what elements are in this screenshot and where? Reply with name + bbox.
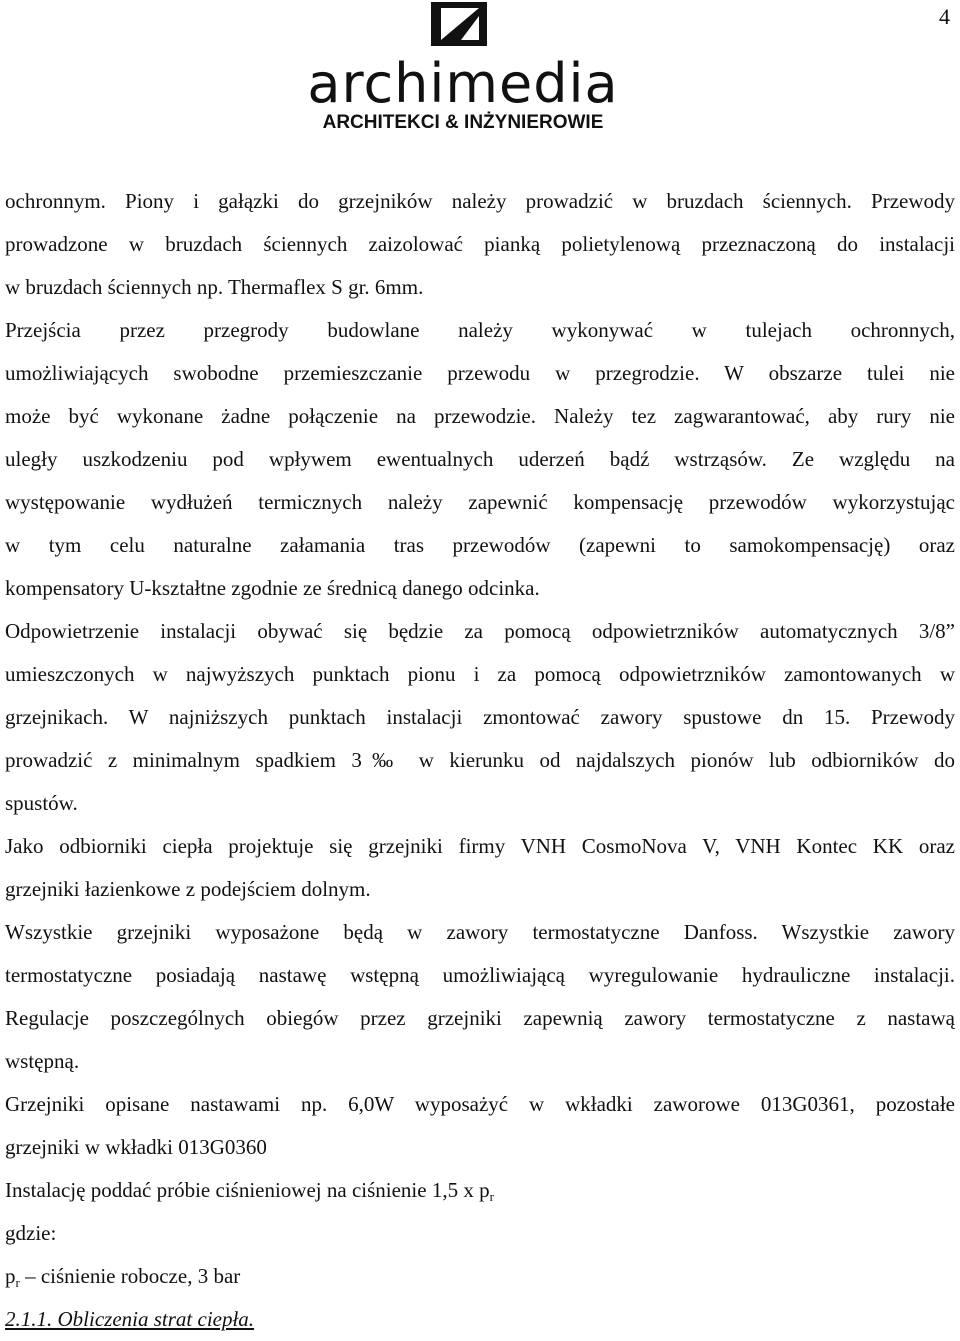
- logo-wordmark: archimedia: [307, 52, 619, 115]
- body-line: termostatyczne posiadają nastawę wstępną umożliwiającą wyregulowanie hydrauliczne instalacji.: [5, 963, 955, 987]
- definition-subscript: r: [15, 1275, 20, 1290]
- body-line: uległy uszkodzeniu pod wpływem ewentualnych uderzeń bądź wstrząsów. Ze względu na: [5, 447, 955, 471]
- body-line: umożliwiających swobodne przemieszczanie przewodu w przegrodzie. W obszarze tulei nie: [5, 361, 955, 385]
- body-line: spustów.: [5, 791, 78, 815]
- body-line: wstępną.: [5, 1049, 80, 1073]
- definition-text: – ciśnienie robocze, 3 bar: [19, 1264, 241, 1288]
- logo-mark-icon: [431, 2, 487, 46]
- body-line: Regulacje poszczególnych obiegów przez grzejniki zapewnią zawory termostatyczne z nastawą: [5, 1006, 955, 1030]
- body-line: kompensatory U-kształtne zgodnie ze średnicą danego odcinka.: [5, 576, 540, 600]
- archimedia-logo: [268, 2, 658, 134]
- body-line: może być wykonane żadne połączenie na przewodzie. Należy tez zagwarantować, aby rury nie: [5, 404, 955, 428]
- body-line: grzejniki w wkładki 013G0360: [5, 1135, 267, 1159]
- body-line: Grzejniki opisane nastawami np. 6,0W wyposażyć w wkładki zaworowe 013G0361, pozostałe: [5, 1092, 955, 1116]
- body-line: prowadzone w bruzdach ściennych zaizolować pianką polietylenową przeznaczoną do instalacji: [5, 232, 955, 256]
- body-line: ochronnym. Piony i gałązki do grzejników należy prowadzić w bruzdach ściennych. Przewody: [5, 189, 955, 213]
- definition-symbol: p: [5, 1264, 16, 1288]
- body-line: grzejnikach. W najniższych punktach instalacji zmontować zawory spustowe dn 15. Przewody: [5, 705, 955, 729]
- where-label: gdzie:: [5, 1221, 57, 1245]
- body-line: występowanie wydłużeń termicznych należy zapewnić kompensację przewodów wykorzystując: [5, 490, 955, 514]
- document-body: [5, 180, 955, 1341]
- logo-tagline: ARCHITEKCI & INŻYNIEROWIE: [322, 112, 604, 133]
- body-line: prowadzić z minimalnym spadkiem 3‰ w kierunku od najdalszych pionów lub odbiorników do: [5, 748, 955, 772]
- body-line: Wszystkie grzejniki wyposażone będą w zawory termostatyczne Danfoss. Wszystkie zawory: [5, 920, 955, 944]
- body-line: umieszczonych w najwyższych punktach pionu i za pomocą odpowietrzników zamontowanych w: [5, 662, 955, 686]
- pressure-test-line: [5, 1169, 955, 1212]
- body-line: Przejścia przez przegrody budowlane należy wykonywać w tulejach ochronnych,: [5, 318, 955, 342]
- body-line: grzejniki łazienkowe z podejściem dolnym.: [5, 877, 371, 901]
- body-line: w tym celu naturalne załamania tras przewodów (zapewni to samokompensację) oraz: [5, 533, 955, 557]
- pressure-test-text: Instalację poddać próbie ciśnieniowej na ciśnienie 1,5 x p: [5, 1178, 490, 1202]
- page-number: 4: [939, 4, 950, 29]
- section-heading: 2.1.1. Obliczenia strat ciepła.: [5, 1307, 255, 1331]
- pressure-test-subscript: r: [489, 1189, 494, 1204]
- body-line: Odpowietrzenie instalacji obywać się będzie za pomocą odpowietrzników automatycznych 3/8”: [5, 619, 955, 643]
- definition-line: [5, 1255, 955, 1298]
- body-line: Jako odbiorniki ciepła projektuje się grzejniki firmy VNH CosmoNova V, VNH Kontec KK oraz: [5, 834, 955, 858]
- body-line: w bruzdach ściennych np. Thermaflex S gr. 6mm.: [5, 275, 424, 299]
